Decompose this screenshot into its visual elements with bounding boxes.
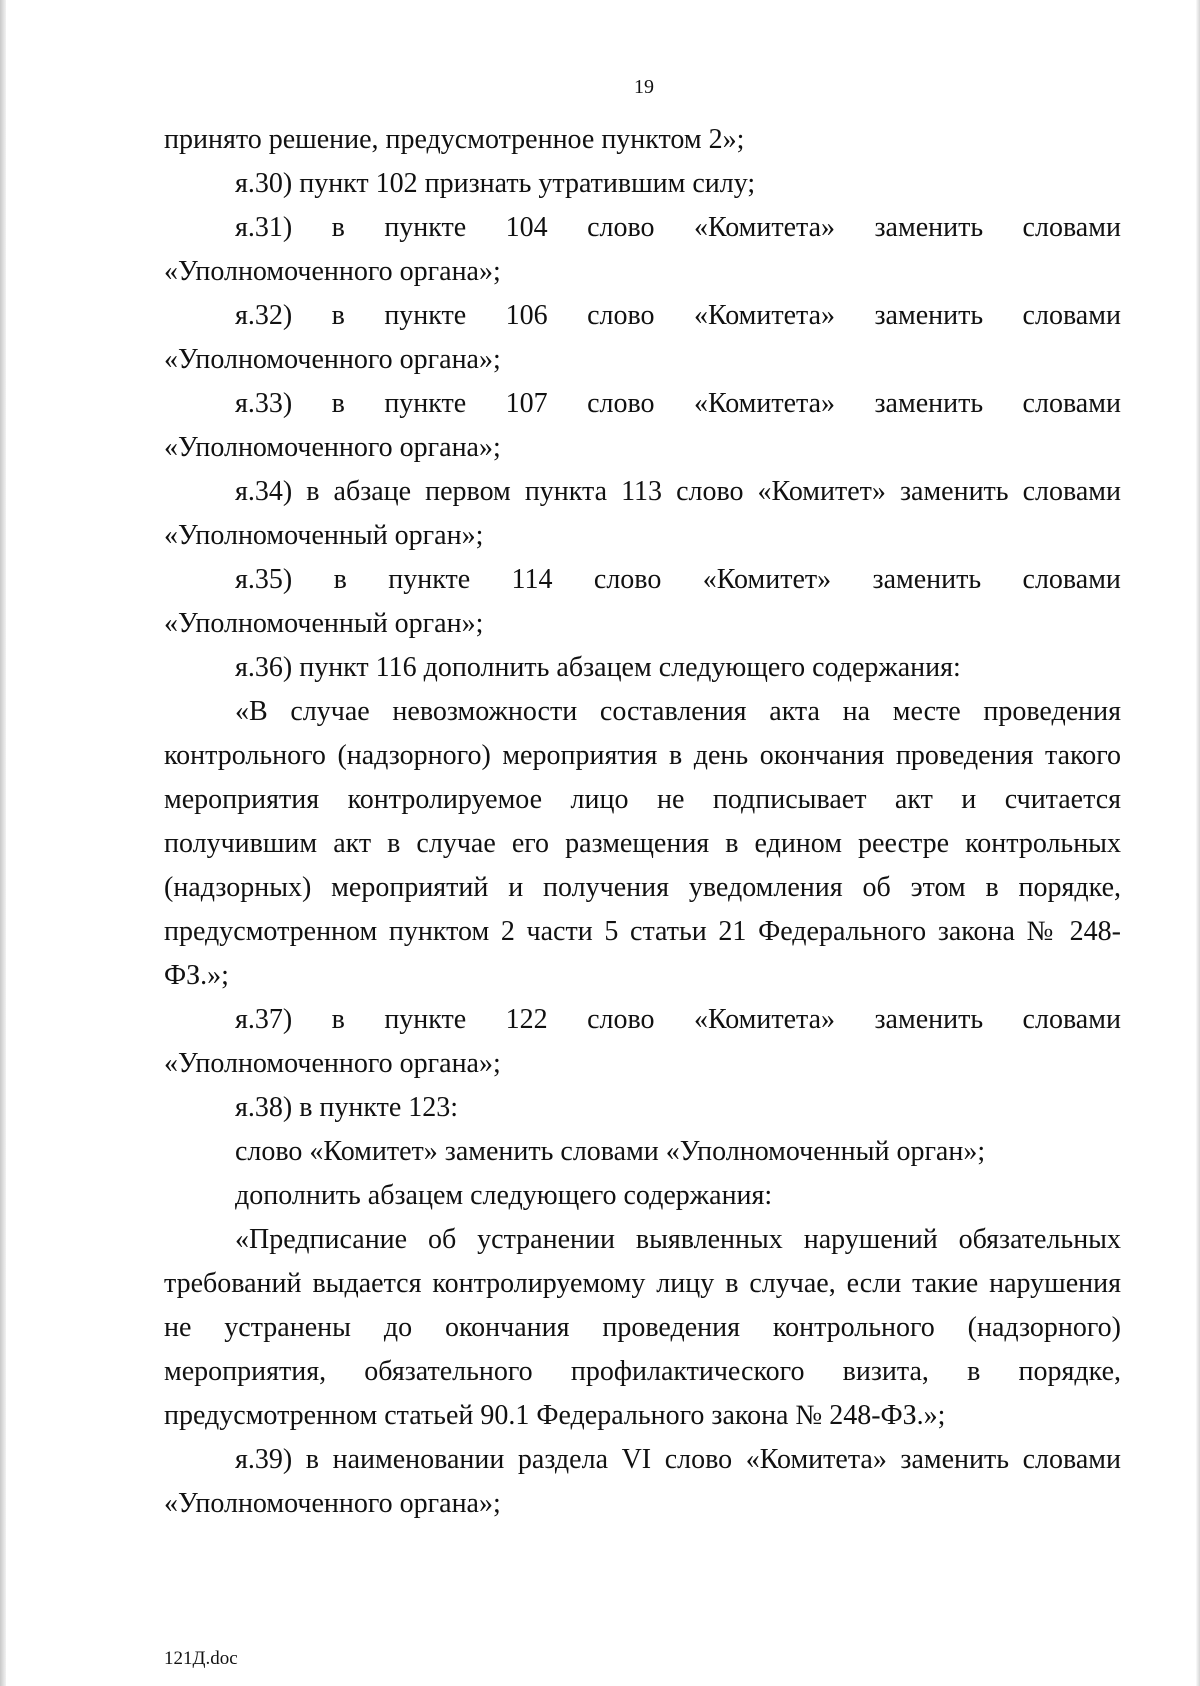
paragraph-item-37 — [164, 998, 1121, 1086]
spread-line: я.32) в пункте 106 слово «Комитета» заменить словами — [235, 300, 1121, 331]
paragraph-item-33 — [164, 382, 1121, 470]
paragraph-quote-116: «В случае невозможности составления акта на месте проведения контрольного (надзорного) мероприятия в день окончания проведения такого мероприятия контролируемое лицо не подписывает акт и считается получившим акт в случае его размещения в едином реестре контрольных (надзорных) мероприятий и получения уведомления об этом в порядке, предусмотренном пунктом 2 части 5 статьи 21 Федерального закона № 248-ФЗ.»; — [164, 696, 1121, 991]
scan-right-edge — [1196, 0, 1200, 1686]
paragraph-item-31 — [164, 206, 1121, 294]
paragraph-item-34: я.34) в абзаце первом пункта 113 слово «Комитет» заменить словами «Уполномоченный орган»; — [164, 476, 1121, 551]
paragraph-line: «Уполномоченного органа»; — [164, 432, 501, 463]
page-number: 19 — [634, 76, 654, 98]
paragraph-item-35 — [164, 558, 1121, 646]
spread-line: я.37) в пункте 122 слово «Комитета» заменить словами — [235, 1004, 1121, 1035]
paragraph-item-38: я.38) в пункте 123: — [235, 1092, 459, 1123]
document-body — [164, 118, 1121, 1526]
spread-line: я.33) в пункте 107 слово «Комитета» заменить словами — [235, 388, 1121, 419]
file-name-footer: 121Д.doc — [164, 1648, 238, 1669]
paragraph-quote-123: «Предписание об устранении выявленных нарушений обязательных требований выдается контролируемому лицу в случае, если такие нарушения не устранены до окончания проведения контрольного (надзорного) мероприятия, обязательного профилактического визита, в порядке, предусмотренном статьей 90.1 Федерального закона № 248-ФЗ.»; — [164, 1224, 1121, 1431]
spread-line: я.31) в пункте 104 слово «Комитета» заменить словами — [235, 212, 1121, 243]
paragraph-line: «Уполномоченного органа»; — [164, 1048, 501, 1079]
paragraph-item-39: я.39) в наименовании раздела VI слово «Комитета» заменить словами «Уполномоченного органа»; — [164, 1444, 1121, 1519]
paragraph-item-38-b: дополнить абзацем следующего содержания: — [235, 1180, 773, 1211]
paragraph-continuation: принято решение, предусмотренное пунктом 2»; — [164, 124, 745, 155]
paragraph-item-38-a: слово «Комитет» заменить словами «Уполномоченный орган»; — [235, 1136, 986, 1167]
paragraph-item-30: я.30) пункт 102 признать утратившим силу; — [235, 168, 756, 199]
paragraph-item-36: я.36) пункт 116 дополнить абзацем следующего содержания: — [235, 652, 961, 683]
paragraph-line: «Уполномоченный орган»; — [164, 608, 484, 639]
paragraph-line: «Уполномоченного органа»; — [164, 344, 501, 375]
spread-line: я.35) в пункте 114 слово «Комитет» заменить словами — [235, 564, 1121, 595]
scan-left-edge — [0, 0, 6, 1686]
paragraph-line: «Уполномоченного органа»; — [164, 256, 501, 287]
paragraph-item-32 — [164, 294, 1121, 382]
